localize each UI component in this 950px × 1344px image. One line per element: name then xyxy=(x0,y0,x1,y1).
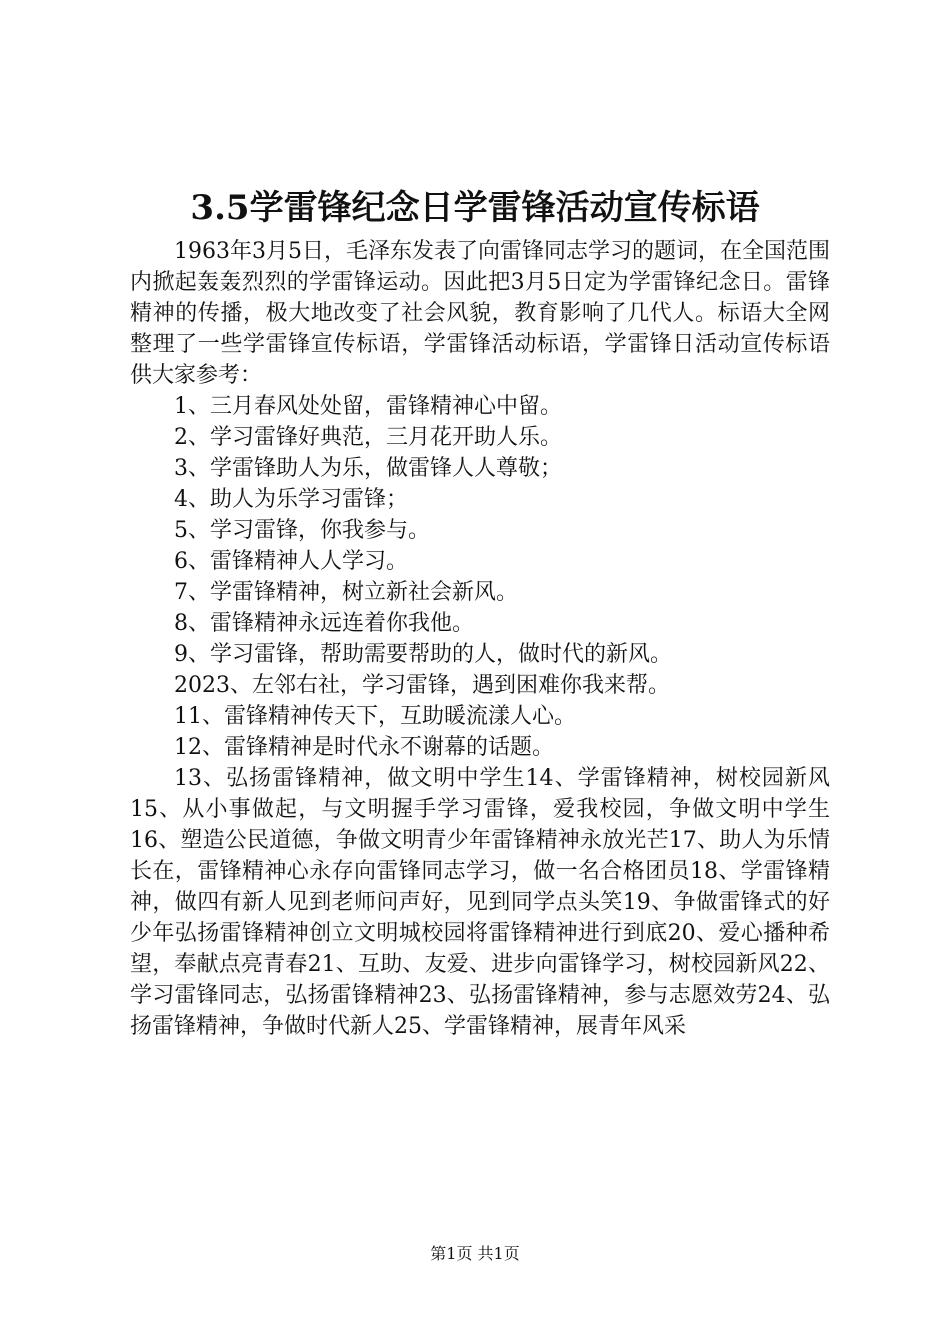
list-item: 8、雷锋精神永远连着你我他。 xyxy=(174,611,474,636)
intro-paragraph: 1963年3月5日，毛泽东发表了向雷锋同志学习的题词，在全国范围内掀起轰轰烈烈的学雷锋运动。因此把3月5日定为学雷锋纪念日。雷锋精神的传播，极大地改变了社会风貌，教育影响了几代人。标语大全网整理了一些学雷锋宣传标语，学雷锋活动标语，学雷锋日活动宣传标语供大家参考： xyxy=(130,239,830,388)
document-title: 3.5学雷锋纪念日学雷锋活动宣传标语 xyxy=(190,188,760,228)
final-paragraph: 13、弘扬雷锋精神，做文明中学生14、学雷锋精神，树校园新风15、从小事做起，与文明握手学习雷锋，爱我校园，争做文明中学生16、塑造公民道德，争做文明青少年雷锋精神永放光芒17、助人为乐情长在，雷锋精神心永存向雷锋同志学习，做一名合格团员18、学雷锋精神，做四有新人见到老师问声好，见到同学点头笑19、争做雷锋式的好少年弘扬雷锋精神创立文明城校园将雷锋精神进行到底20、爱心播种希望，奉献点亮青春21、互助、友爱、进步向雷锋学习，树校园新风22、学习雷锋同志，弘扬雷锋精神23、弘扬雷锋精神，参与志愿效劳24、弘扬雷锋精神，争做时代新人25、学雷锋精神，展青年风采 xyxy=(130,766,830,1039)
list-item: 2023、左邻右社，学习雷锋，遇到困难你我来帮。 xyxy=(174,673,670,698)
list-item: 5、学习雷锋，你我参与。 xyxy=(174,518,430,543)
list-item: 1、三月春风处处留，雷锋精神心中留。 xyxy=(174,394,562,419)
list-item: 4、助人为乐学习雷锋； xyxy=(174,487,408,512)
page-footer: 第1页 共1页 xyxy=(430,1244,520,1263)
list-item: 12、雷锋精神是时代永不谢幕的话题。 xyxy=(174,735,554,760)
list-item: 6、雷锋精神人人学习。 xyxy=(174,549,408,574)
document-body xyxy=(130,236,830,1042)
list-item: 2、学习雷锋好典范，三月花开助人乐。 xyxy=(174,425,562,450)
list-item: 11、雷锋精神传天下，互助暖流漾人心。 xyxy=(174,704,576,729)
list-item: 9、学习雷锋，帮助需要帮助的人，做时代的新风。 xyxy=(174,642,672,667)
list-item: 3、学雷锋助人为乐，做雷锋人人尊敬； xyxy=(174,456,562,481)
list-item: 7、学雷锋精神，树立新社会新风。 xyxy=(174,580,518,605)
